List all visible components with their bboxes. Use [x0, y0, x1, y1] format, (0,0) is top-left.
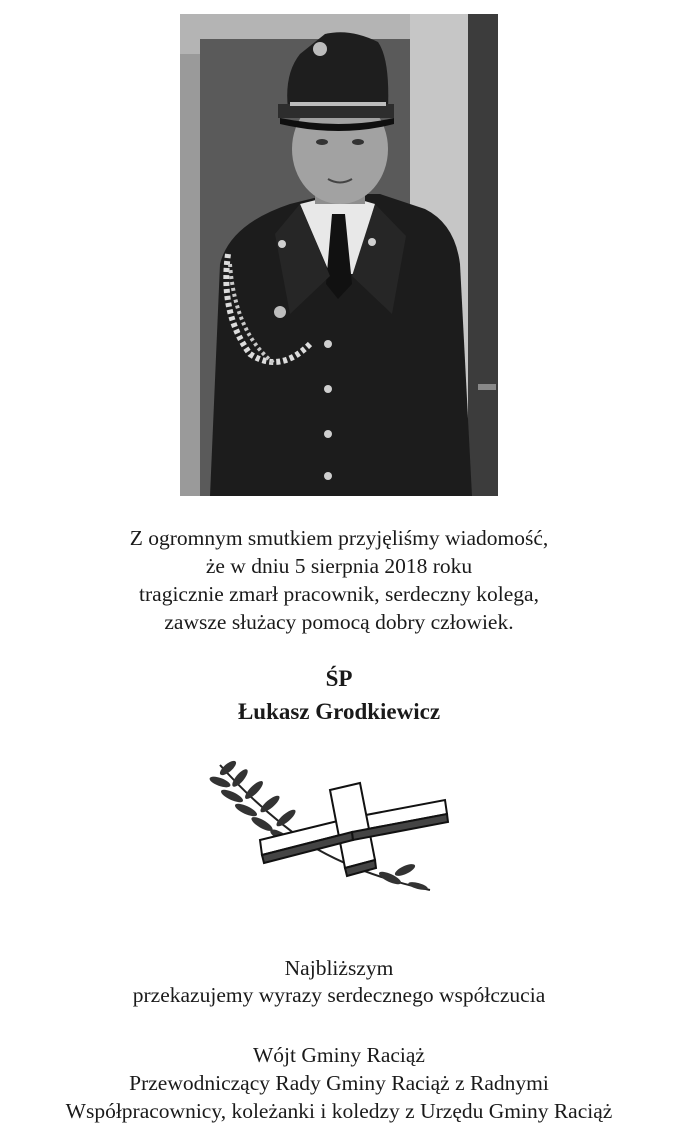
condolence-line: Najbliższym — [284, 956, 394, 980]
announcement-line: zawsze służacy pomocą dobry człowiek. — [164, 610, 514, 634]
deceased-prefix: ŚP — [325, 666, 353, 691]
portrait-photo — [180, 14, 498, 496]
announcement-line: że w dniu 5 sierpnia 2018 roku — [205, 554, 473, 578]
deceased-name: Łukasz Grodkiewicz — [237, 699, 441, 724]
signers-list — [0, 1041, 678, 1125]
signer-line: Przewodniczący Rady Gminy Raciąż z Radnymi — [129, 1071, 549, 1095]
cross-with-palm-icon — [200, 750, 450, 900]
deceased-name-block — [0, 662, 678, 728]
announcement-text — [0, 524, 678, 636]
signer-line: Wójt Gminy Raciąż — [253, 1043, 425, 1067]
announcement-line: Z ogromnym smutkiem przyjęliśmy wiadomość, — [129, 526, 549, 550]
signer-line: Współpracownicy, koleżanki i koledzy z Urzędu Gminy Raciąż — [65, 1099, 613, 1123]
condolence-line: przekazujemy wyrazy serdecznego współczucia — [132, 983, 546, 1007]
announcement-line: tragicznie zmarł pracownik, serdeczny kolega, — [139, 582, 539, 606]
condolence-text — [0, 955, 678, 1009]
